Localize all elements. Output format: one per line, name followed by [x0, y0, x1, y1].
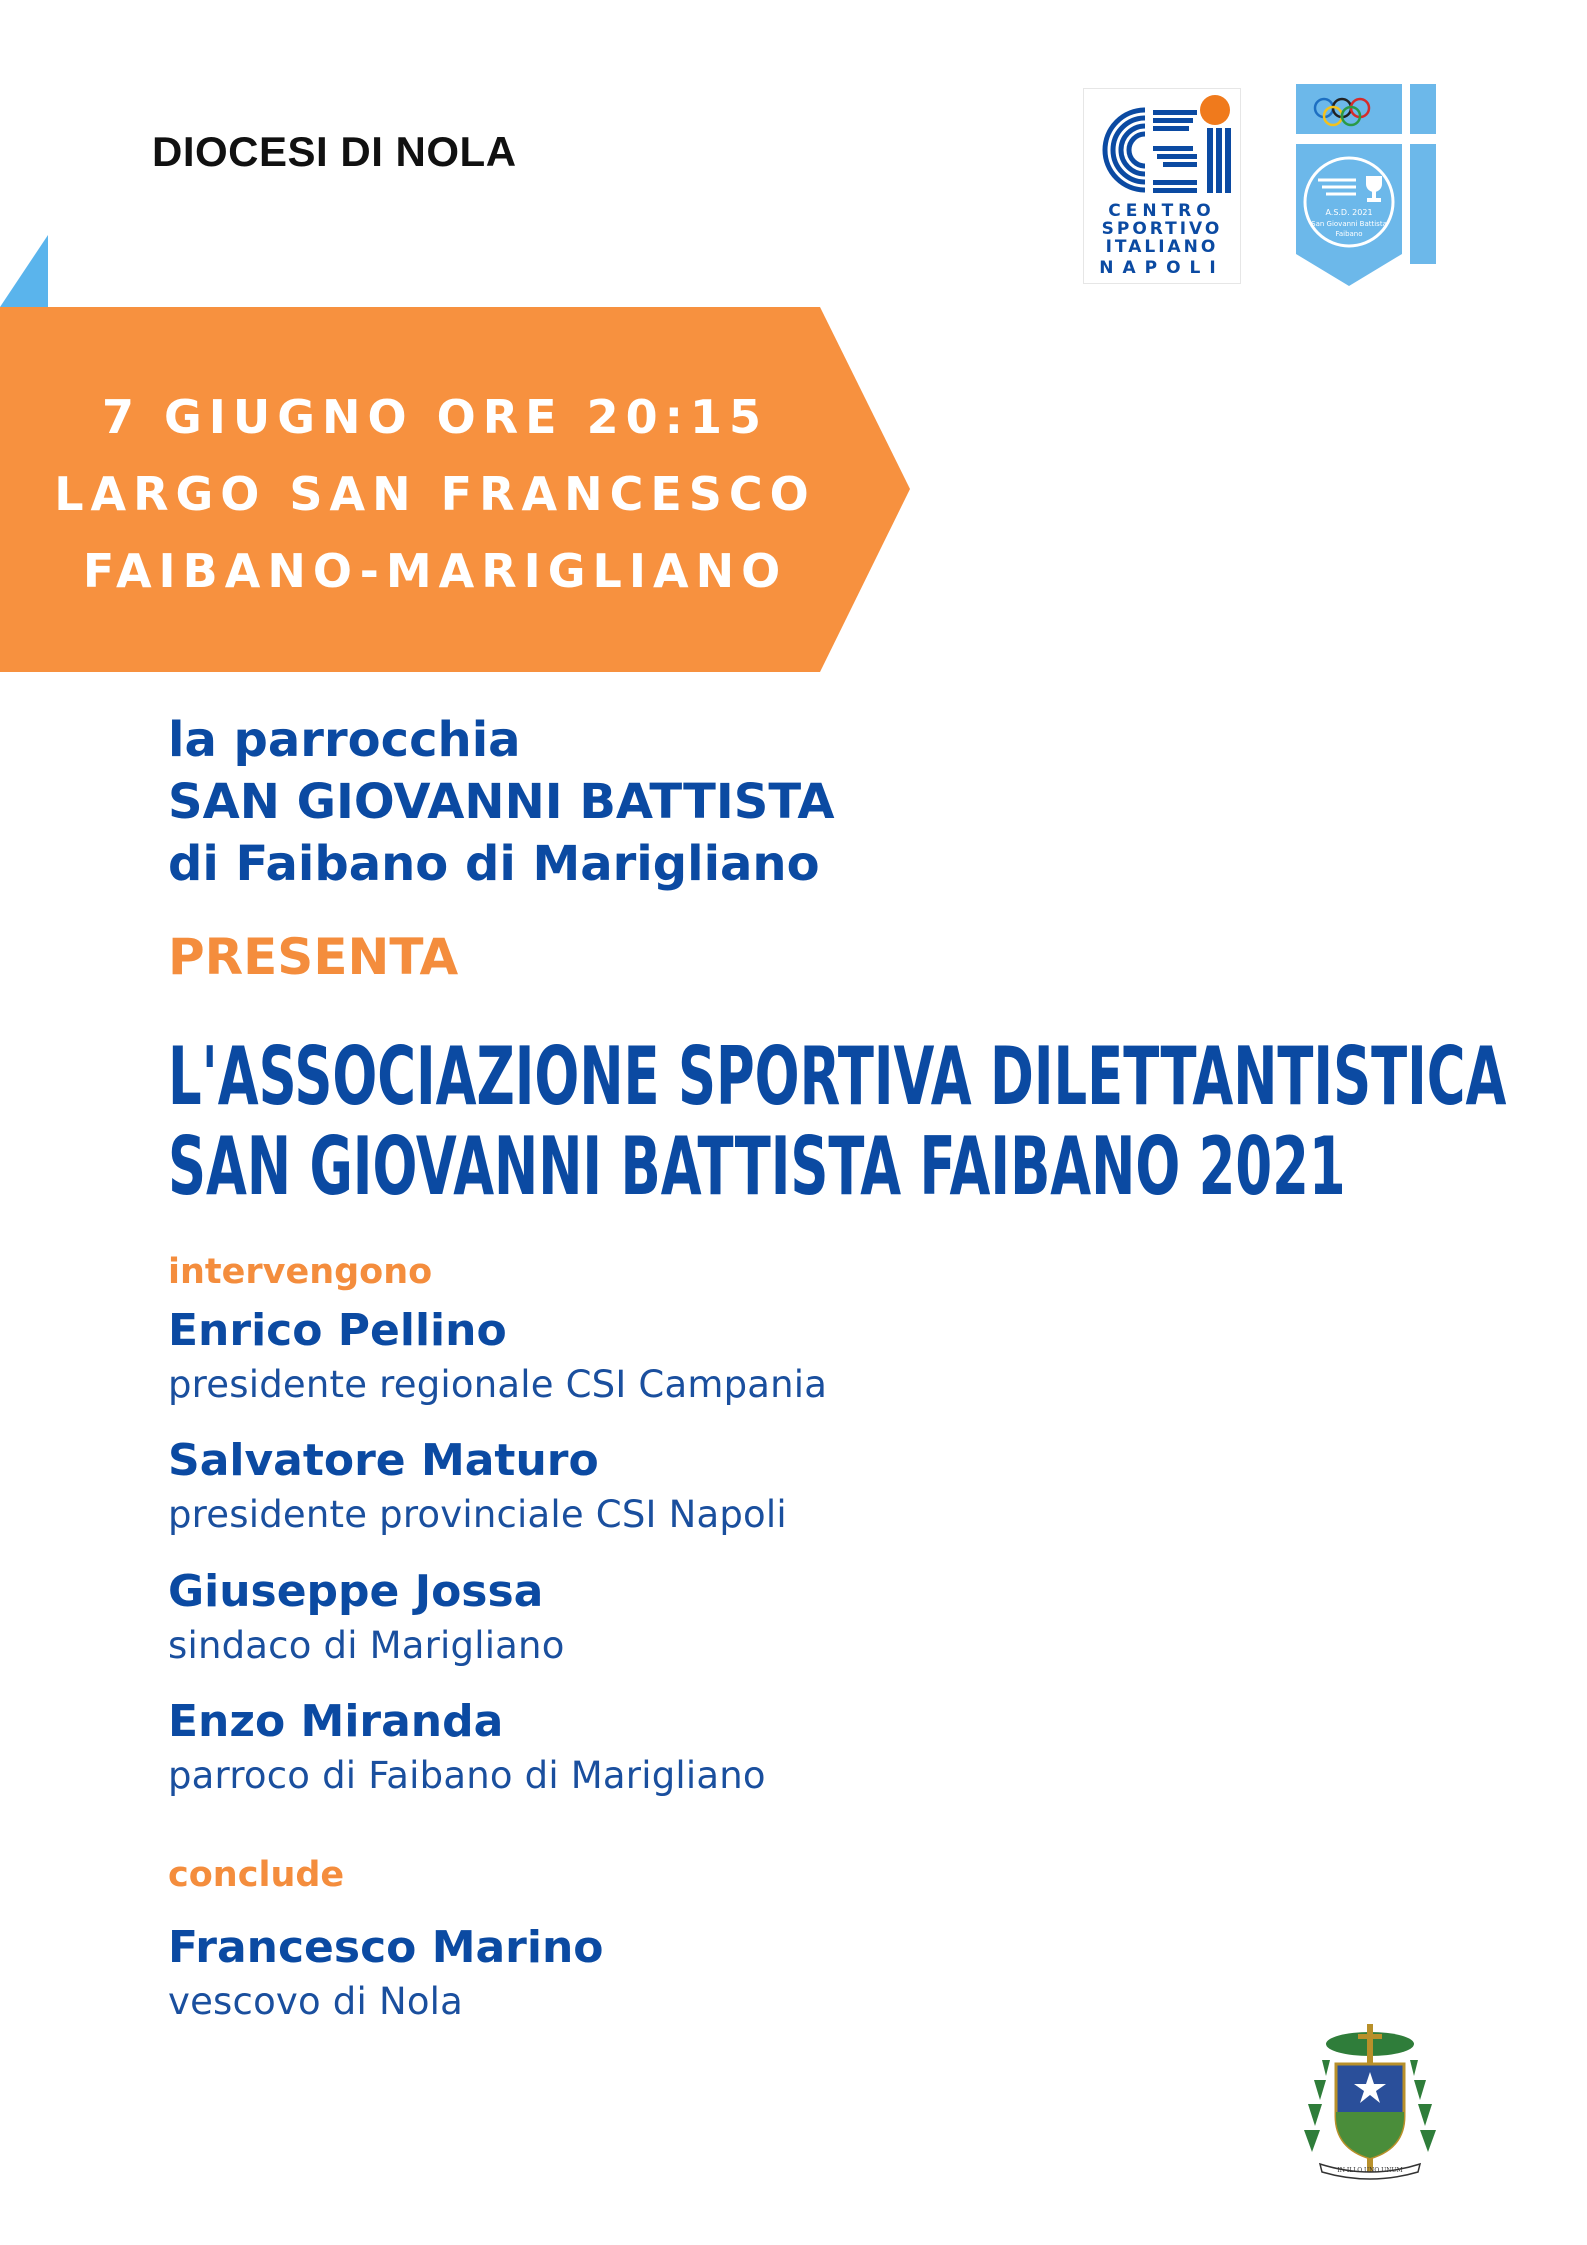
speaker-role: parroco di Faibano di Marigliano [168, 1754, 766, 1797]
asd-logo [1296, 84, 1440, 290]
svg-text:ITALIANO: ITALIANO [1105, 237, 1219, 257]
decorative-triangle [0, 235, 50, 307]
event-venue: LARGO SAN FRANCESCO [54, 467, 816, 521]
ball-icon [1200, 95, 1230, 125]
svg-text:San Giovanni Battista: San Giovanni Battista [1311, 220, 1387, 228]
svg-text:IN ILLO UNO UNUM: IN ILLO UNO UNUM [1337, 2167, 1403, 2174]
conclusion-role: vescovo di Nola [168, 1980, 464, 2023]
parish-line-2: SAN GIOVANNI BATTISTA [168, 774, 835, 830]
svg-text:A.S.D. 2021: A.S.D. 2021 [1325, 208, 1373, 217]
speaker-name: Enzo Miranda [168, 1696, 504, 1747]
parish-line-3: di Faibano di Marigliano [168, 836, 820, 892]
speaker-name: Giuseppe Jossa [168, 1566, 544, 1617]
trophy-icon [1366, 176, 1382, 192]
conclusion-name: Francesco Marino [168, 1922, 604, 1973]
conclusion-label: conclude [168, 1855, 345, 1895]
svg-text:CENTRO: CENTRO [1108, 201, 1216, 221]
headline-line-2: SAN GIOVANNI BATTISTA FAIBANO 2021 [168, 1120, 1346, 1213]
csi-napoli-logo [1083, 88, 1241, 284]
speakers-label: intervengono [168, 1252, 433, 1292]
svg-text:SPORTIVO: SPORTIVO [1101, 219, 1223, 239]
svg-text:NAPOLI: NAPOLI [1099, 258, 1225, 278]
svg-text:Faibano: Faibano [1335, 230, 1363, 238]
event-date-time: 7 GIUGNO ORE 20:15 [101, 390, 768, 444]
presenta-label: PRESENTA [168, 928, 459, 986]
speaker-name: Enrico Pellino [168, 1305, 507, 1356]
coat-of-arms-icon [1300, 2020, 1440, 2180]
speaker-role: presidente regionale CSI Campania [168, 1363, 828, 1406]
event-town: FAIBANO-MARIGLIANO [82, 544, 788, 598]
diocese-title: DIOCESI DI NOLA [152, 128, 517, 175]
headline-line-1: L'ASSOCIAZIONE SPORTIVA DILETTANTISTICA [168, 1030, 1507, 1123]
parish-line-1: la parrocchia [168, 712, 521, 768]
speaker-role: sindaco di Marigliano [168, 1624, 565, 1667]
speaker-name: Salvatore Maturo [168, 1435, 599, 1486]
speaker-role: presidente provinciale CSI Napoli [168, 1493, 787, 1536]
